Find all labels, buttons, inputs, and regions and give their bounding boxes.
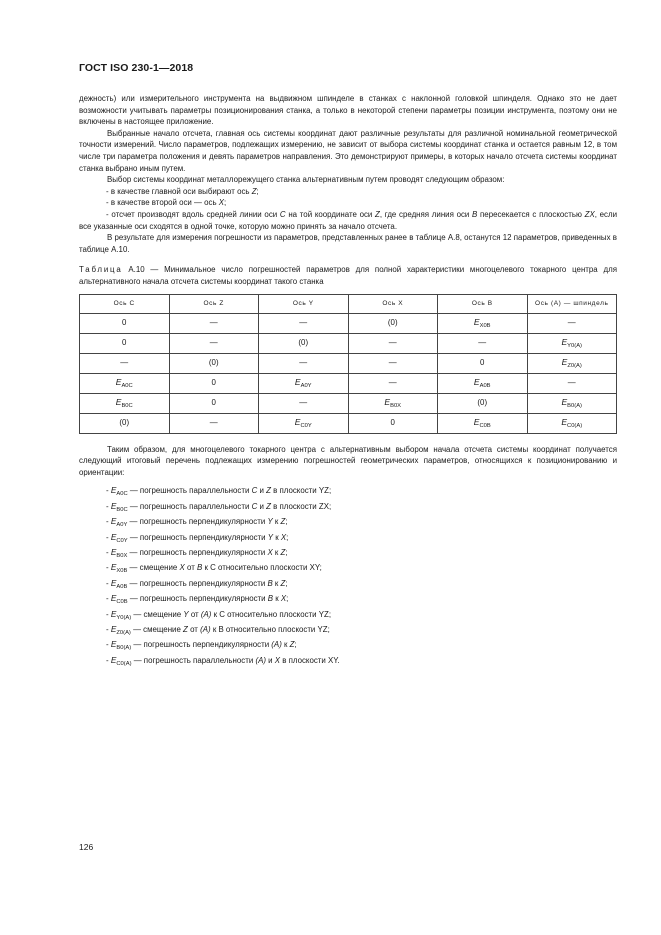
list-item-origin: - отсчет производят вдоль средней линии оси C на той координате оси Z, где средняя линия оси B пересекается с плоскостью ZX, если все указанные оси сходятся в одной точке, которую можно принять за начало отсчета.: [79, 209, 617, 231]
error-subscript: Z0(A): [567, 363, 582, 370]
table-cell: (0): [438, 393, 528, 413]
table-row: [80, 393, 617, 413]
table-header-cell: Ось B: [438, 294, 528, 313]
table-header-row: [80, 294, 617, 313]
error-symbol: $E_{A0C}$: [110, 485, 128, 498]
definition-text: к: [281, 640, 290, 650]
definition-text: в плоскости YZ;: [270, 486, 332, 496]
table-cell: 0: [80, 313, 170, 333]
table-cell: —: [348, 353, 438, 373]
definition-text: B0(A): [116, 645, 132, 652]
definition-text: — погрешность параллельности: [127, 486, 252, 496]
definition-text: X: [179, 563, 185, 573]
definition-text: — погрешность перпендикулярности: [131, 640, 272, 650]
document-header: ГОСТ ISO 230-1—2018: [79, 62, 194, 74]
definition-text: — погрешность параллельности: [127, 501, 252, 511]
definition-text: C: [251, 501, 258, 511]
definition-text: (A): [255, 655, 266, 665]
error-symbol: $E_{C0(A)}$: [110, 654, 132, 667]
error-subscript: A0C: [121, 383, 133, 390]
table-cell: [527, 333, 617, 353]
error-symbol: $E_{C0B}$: [110, 593, 128, 606]
error-symbol: E: [294, 377, 301, 388]
error-subscript: B0C: [121, 403, 133, 410]
definition-text: C0Y: [116, 537, 128, 544]
table-cell: (0): [80, 413, 170, 433]
definition-text: X: [280, 532, 287, 542]
definition-text: Z: [280, 517, 286, 527]
table-cell: [259, 413, 349, 433]
table-cell: 0: [348, 413, 438, 433]
table-cell: (0): [169, 353, 259, 373]
error-definition-item: - $E_{Y0(A)}$ — смещение Y от (A) к C относительно плоскости YZ;: [106, 608, 332, 621]
definition-text: — погрешность перпендикулярности: [127, 532, 268, 542]
definition-text: к: [273, 532, 281, 542]
definition-text: B: [267, 594, 274, 604]
error-definition-item: - $E_{B0(A)}$ — погрешность перпендикулярности (A) к Z;: [106, 639, 297, 652]
error-subscript: B0(A): [567, 403, 582, 410]
table-cell: —: [259, 393, 349, 413]
error-subscript: Y0(A): [567, 343, 582, 350]
definition-text: — смещение: [131, 609, 184, 619]
definition-text: ;: [285, 547, 288, 557]
definition-text: Z: [280, 578, 286, 588]
paragraph-continuation: дежность) или измерительного инструмента на выдвижном шпинделе в станках с наклонной головкой шпинделя. Однако это не дает возможности учитывать параметры позиционирования станка, а только в некоторой степени параметры позиции инструмента, поэтому они не включены в настоящее приложение.: [79, 94, 617, 127]
definition-text: в плоскости XY.: [280, 655, 340, 665]
error-definition-item: - $E_{A0B}$ — погрешность перпендикулярности B к Z;: [106, 577, 288, 590]
definition-text: C0(A): [116, 660, 132, 667]
definition-text: и: [265, 655, 275, 665]
table-cell: 0: [80, 333, 170, 353]
error-subscript: B0X: [390, 403, 402, 410]
definition-text: ;: [294, 640, 297, 650]
paragraph-coordinate-choice: Выбранные начало отсчета, главная ось системы координат дают различные результаты для различной номинальной геометрической точности измерений. Число параметров, подлежащих измерению, не зависит от выбора системы координат станка и остается равным 12, в том числе три параметра положения и девять параметров направления. Это демонстрируют примеры, в которых начало отсчета системы координат станка выбрано иным путем.: [79, 128, 617, 173]
table-cell: —: [169, 333, 259, 353]
definition-text: (A): [200, 624, 211, 634]
definition-text: Z: [289, 640, 295, 650]
definition-text: B0X: [116, 552, 128, 559]
table-row: [80, 313, 617, 333]
definition-text: к C относительно плоскости YZ;: [211, 609, 332, 619]
table-row: [80, 373, 617, 393]
table-caption: Таблица A.10 — Минимальное число погрешностей параметров для полной характеристики многоцелевого токарного центра для альтернативного начала отсчета системы координат такого станка: [79, 265, 617, 286]
table-cell: 0: [169, 373, 259, 393]
definition-text: Z: [280, 547, 286, 557]
definition-text: Z: [266, 501, 271, 511]
table-cell: [527, 393, 617, 413]
definition-text: X: [280, 594, 287, 604]
error-symbol: $E_{X0B}$: [110, 562, 128, 575]
definition-text: к: [272, 578, 281, 588]
definition-text: B: [197, 563, 203, 573]
error-definition-item: - $E_{B0C}$ — погрешность параллельности C и Z в плоскости ZX;: [106, 500, 332, 513]
parameters-table: [79, 294, 617, 434]
error-symbol: E: [384, 397, 391, 408]
definition-text: Y: [267, 532, 274, 542]
table-header-cell: Ось (A) — шпиндель: [527, 294, 617, 313]
table-cell: —: [527, 373, 617, 393]
table-header-cell: Ось Z: [169, 294, 259, 313]
table-cell: —: [527, 313, 617, 333]
definition-text: и: [257, 486, 267, 496]
error-symbol: $E_{C0Y}$: [110, 531, 128, 544]
definition-text: к: [272, 517, 281, 527]
table-cell: [438, 373, 528, 393]
definition-text: к C относительно плоскости XY;: [202, 563, 322, 573]
body-text: [79, 93, 617, 668]
table-cell: —: [169, 413, 259, 433]
definition-text: от: [187, 624, 201, 634]
definition-text: — смещение: [127, 563, 180, 573]
error-subscript: C0Y: [300, 423, 312, 430]
table-cell: [527, 413, 617, 433]
error-symbol: E: [473, 377, 480, 388]
table-cell: 0: [169, 393, 259, 413]
definition-text: Z: [266, 486, 271, 496]
table-cell: —: [348, 333, 438, 353]
definition-text: B: [267, 578, 273, 588]
table-header-cell: Ось Y: [259, 294, 349, 313]
definition-text: Y: [267, 517, 273, 527]
error-symbol: E: [561, 357, 568, 368]
paragraph-result: В результате для измерения погрешности из параметров, представленных ранее в таблице A.8, останутся 12 параметров, приведенных в таблице A.10.: [79, 233, 617, 254]
definition-text: C0B: [116, 599, 128, 606]
table-cell: (0): [348, 313, 438, 333]
definition-text: ;: [286, 594, 289, 604]
table-cell: [348, 393, 438, 413]
error-definition-item: - $E_{B0X}$ — погрешность перпендикулярности X к Z;: [106, 546, 288, 559]
error-definition-item: - $E_{X0B}$ — смещение X от B к C относительно плоскости XY;: [106, 562, 322, 575]
definition-text: Z0(A): [116, 629, 131, 636]
error-definition-item: - $E_{C0Y}$ — погрешность перпендикулярности Y к X;: [106, 531, 289, 544]
error-symbol: $E_{A0B}$: [110, 577, 128, 590]
definition-text: X0B: [116, 568, 128, 575]
definition-text: ;: [285, 578, 288, 588]
table-cell: —: [259, 353, 349, 373]
definition-text: к: [272, 547, 281, 557]
definition-text: — погрешность перпендикулярности: [127, 517, 268, 527]
table-row: [80, 333, 617, 353]
table-cell: [80, 373, 170, 393]
definition-text: Y: [183, 609, 189, 619]
definition-text: — погрешность параллельности: [131, 655, 256, 665]
table-cell: (0): [259, 333, 349, 353]
list-item-main-axis: - в качестве главной оси выбирают ось Z;: [106, 186, 259, 196]
definition-text: — погрешность перпендикулярности: [127, 594, 268, 604]
definition-text: — погрешность перпендикулярности: [127, 578, 268, 588]
definition-text: A0C: [116, 491, 128, 498]
error-subscript: A0B: [479, 383, 491, 390]
table-cell: —: [438, 333, 528, 353]
table-row: [80, 413, 617, 433]
paragraph-alternative-method: Выбор системы координат металлорежущего станка альтернативным путем проводят следующим образом:: [107, 175, 505, 185]
table-cell: [259, 373, 349, 393]
table-cell: [438, 313, 528, 333]
table-header-cell: Ось C: [80, 294, 170, 313]
table-cell: [438, 413, 528, 433]
definition-text: — смещение: [130, 624, 184, 634]
error-symbol: $E_{Z0(A)}$: [110, 623, 131, 636]
definition-text: к: [273, 594, 281, 604]
error-symbol: E: [561, 397, 568, 408]
definition-text: ;: [286, 532, 289, 542]
error-definition-item: - $E_{A0Y}$ — погрешность перпендикулярности Y к Z;: [106, 516, 288, 529]
error-symbol: $E_{A0Y}$: [110, 516, 128, 529]
error-symbol: E: [115, 377, 122, 388]
table-cell: [80, 393, 170, 413]
error-subscript: X0B: [479, 323, 491, 330]
table-cell: [527, 353, 617, 373]
error-symbol: E: [473, 417, 480, 428]
error-symbol: $E_{Y0(A)}$: [110, 608, 132, 621]
table-cell: —: [348, 373, 438, 393]
table-header-cell: Ось X: [348, 294, 438, 313]
definition-text: (A): [200, 609, 212, 619]
definition-text: — погрешность перпендикулярности: [127, 547, 268, 557]
definition-text: Y0(A): [116, 614, 132, 621]
error-symbol: E: [294, 417, 301, 428]
definition-text: B0C: [116, 506, 128, 513]
definition-text: к B относительно плоскости YZ;: [210, 624, 330, 634]
error-symbol: $E_{B0C}$: [110, 500, 128, 513]
error-subscript: C0(A): [567, 423, 583, 430]
table-cell: —: [169, 313, 259, 333]
list-item-second-axis: - в качестве второй оси — ось X;: [106, 198, 227, 208]
error-symbol: E: [561, 337, 568, 348]
paragraph-summary: Таким образом, для многоцелевого токарного центра с альтернативным выбором начала отсчета системы координат получается следующий итоговый перечень подлежащих измерению погрешностей геометрических параметров, относящихся к позиционированию и ориентации:: [79, 444, 617, 477]
table-cell: —: [259, 313, 349, 333]
definition-text: в плоскости ZX;: [270, 501, 332, 511]
definition-text: C: [251, 486, 258, 496]
definition-text: A0Y: [116, 522, 128, 529]
definition-text: от: [188, 609, 201, 619]
page-number: 126: [79, 842, 94, 852]
error-symbol: $E_{B0X}$: [110, 546, 128, 559]
definition-text: (A): [271, 640, 282, 650]
table-row: [80, 353, 617, 373]
definition-text: A0B: [116, 583, 128, 590]
definition-text: ;: [285, 517, 288, 527]
error-symbol: E: [115, 397, 122, 408]
definition-text: X: [267, 547, 273, 557]
error-symbol: $E_{B0(A)}$: [110, 639, 132, 652]
error-subscript: A0Y: [300, 383, 312, 390]
error-subscript: C0B: [479, 423, 491, 430]
table-body: [80, 313, 617, 433]
table-cell: —: [80, 353, 170, 373]
definition-text: X: [274, 655, 281, 665]
error-definition-item: - $E_{C0(A)}$ — погрешность параллельности (A) и X в плоскости XY.: [106, 654, 340, 667]
error-definition-item: - $E_{Z0(A)}$ — смещение Z от (A) к B относительно плоскости YZ;: [106, 623, 330, 636]
table-cell: 0: [438, 353, 528, 373]
error-definitions-list: [79, 483, 617, 668]
definition-text: и: [257, 501, 267, 511]
definition-text: Z: [183, 624, 188, 634]
error-symbol: E: [561, 417, 568, 428]
error-symbol: E: [473, 317, 480, 328]
error-definition-item: - $E_{A0C}$ — погрешность параллельности C и Z в плоскости YZ;: [106, 485, 332, 498]
error-definition-item: - $E_{C0B}$ — погрешность перпендикулярности B к X;: [106, 593, 289, 606]
definition-text: от: [184, 563, 197, 573]
